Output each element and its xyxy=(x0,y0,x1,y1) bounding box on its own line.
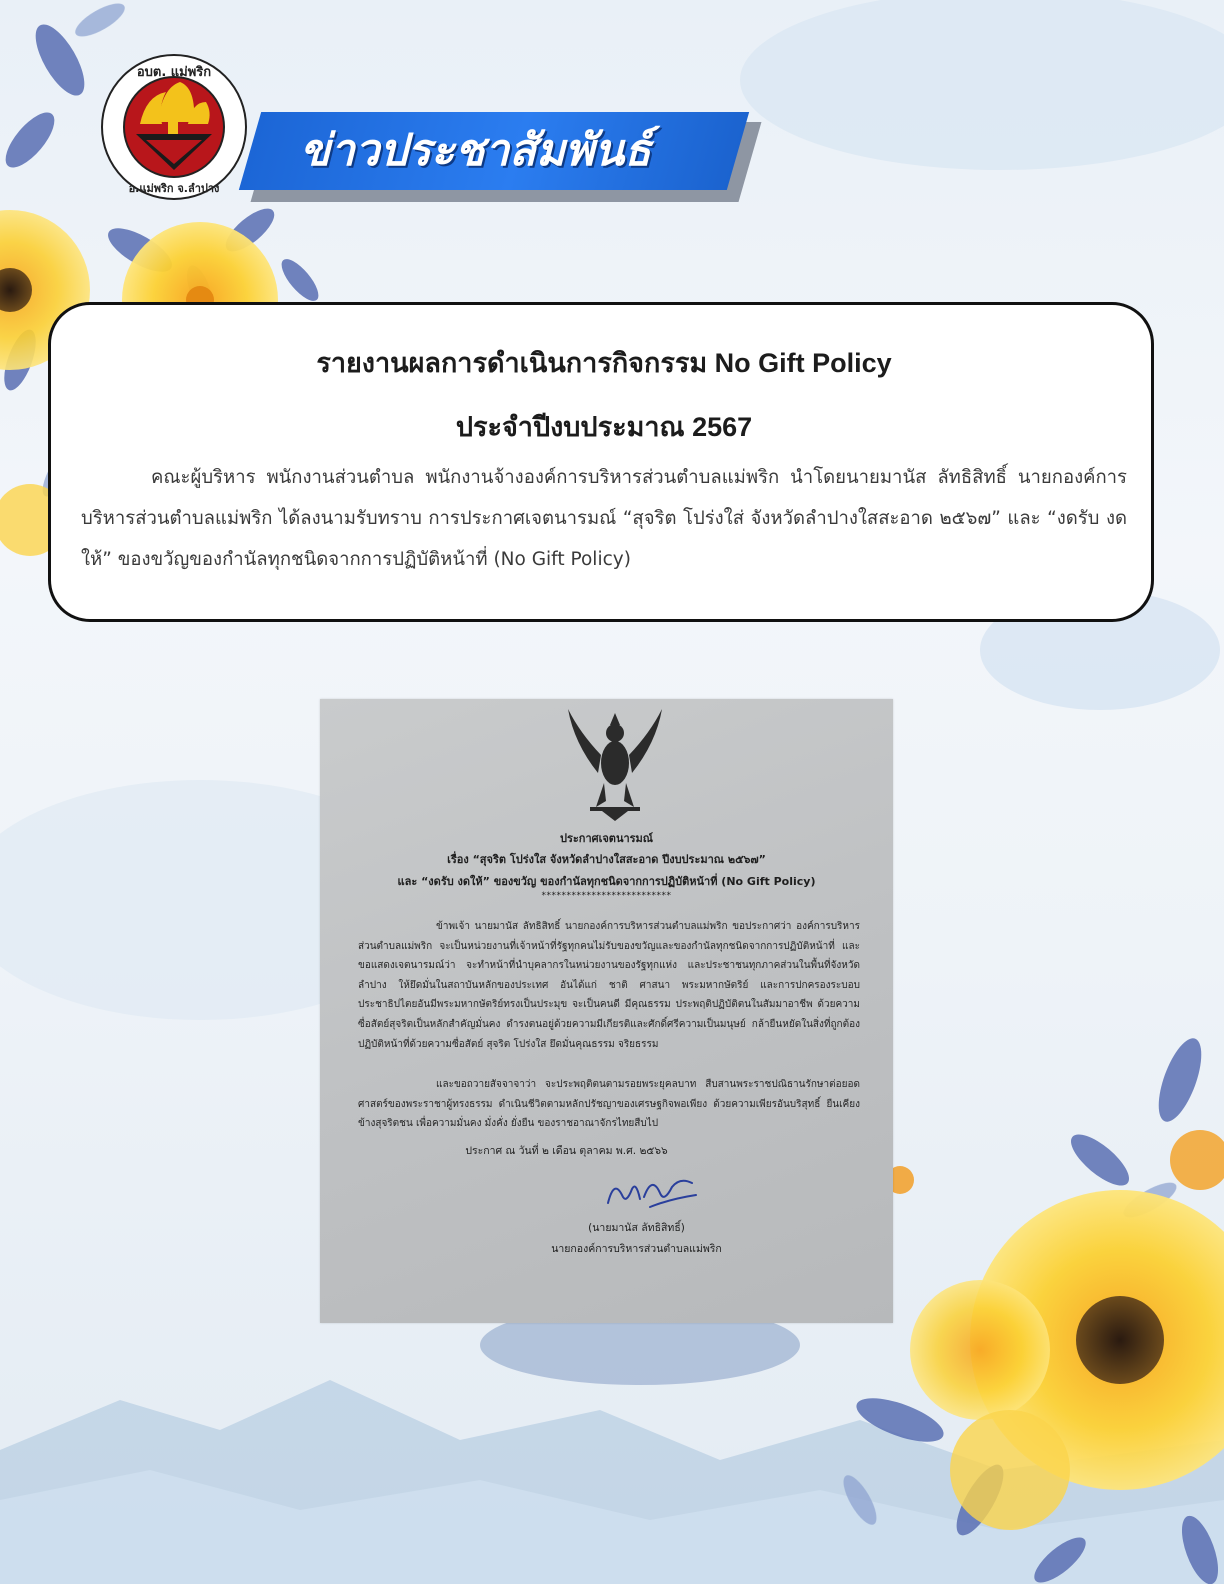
document-subject-1: เรื่อง “สุจริต โปร่งใส จังหวัดลำปางใสสะอาด ปีงบประมาณ ๒๕๖๗” xyxy=(447,853,766,866)
signature xyxy=(600,1169,700,1217)
signer-name: (นายมานัส ลัทธิสิทธิ์) xyxy=(588,1222,685,1234)
logo-bottom-text: อ.แม่พริก จ.ลำปาง xyxy=(128,182,220,195)
logo-top-text: อบต. แม่พริก xyxy=(136,65,212,80)
document-separator: ************************** xyxy=(541,891,672,901)
signer-position: นายกองค์การบริหารส่วนตำบลแม่พริก xyxy=(551,1243,722,1255)
organization-logo xyxy=(96,52,252,202)
document-paragraph-1: ข้าพเจ้า นายมานัส ลัทธิสิทธิ์ นายกองค์การบริหารส่วนตำบลแม่พริก ขอประกาศว่า องค์การบริหารส่วนตำบลแม่พริก จะเป็นหน่วยงานที่เจ้าหน้าที่รัฐทุกคนไม่รับของขวัญและของกำนัลทุกชนิดจากการปฏิบัติหน้าที่ และขอแสดงเจตนารมณ์ว่า จะทำหน้าที่นำบุคลากรในหน่วยงานของรัฐทุกแห่ง และประชาชนทุกภาคส่วนในพื้นที่จังหวัดลำปาง ให้ยึดมั่นในสถาบันหลักของประเทศ อันได้แก่ ชาติ ศาสนา พระมหากษัตริย์ และการปกครองระบอบประชาธิปไตยอันมีพระมหากษัตริย์ทรงเป็นประมุข จะเป็นคนดี มีคุณธรรม ประพฤติปฏิบัติตนในสัมมาอาชีพ ด้วยความซื่อสัตย์สุจริตเป็นหลักสำคัญมั่นคง ดำรงตนอยู่ด้วยความมีเกียรติและศักดิ์ศรีความเป็นมนุษย์ กล้ายืนหยัดในสิ่งที่ถูกต้อง ปฏิบัติหน้าที่ด้วยความซื่อสัตย์ สุจริต โปร่งใส ยึดมั่นคุณธรรม จริยธรรม xyxy=(358,921,860,1050)
report-card xyxy=(48,302,1154,622)
document-paragraph-2: และขอถวายสัจจาจาว่า จะประพฤติตนตามรอยพระยุคลบาท สืบสานพระราชปณิธานรักษาต่อยอดศาสตร์ของพระราชาผู้ทรงธรรม ดำเนินชีวิตตามหลักปรัชญาของเศรษฐกิจพอเพียง ด้วยความเพียรอันบริสุทธิ์ ยืนเคียงข้างสุจริตชน เพื่อความมั่นคง มั่งคั่ง ยั่งยืน ของราชอาณาจักรไทยสืบไป xyxy=(358,1079,860,1130)
document-heading: ประกาศเจตนารมณ์ xyxy=(559,832,654,845)
garuda-emblem-icon xyxy=(560,703,670,823)
report-title: รายงานผลการดำเนินการกิจกรรม No Gift Policy xyxy=(316,348,892,378)
document-date: ประกาศ ณ วันที่ ๒ เดือน ตุลาคม พ.ศ. ๒๕๖๖ xyxy=(465,1145,668,1157)
banner-title: ข่าวประชาสัมพันธ์ xyxy=(300,125,652,176)
report-subtitle: ประจำปีงบประมาณ 2567 xyxy=(455,412,753,442)
document-subject-2: และ “งดรับ งดให้” ของขวัญ ของกำนัลทุกชนิดจากการปฏิบัติหน้าที่ (No Gift Policy) xyxy=(397,875,816,888)
report-body: คณะผู้บริหาร พนักงานส่วนตำบล พนักงานจ้างองค์การบริหารส่วนตำบลแม่พริก นำโดยนายมานัส ลัทธิสิทธิ์ นายกองค์การบริหารส่วนตำบลแม่พริก ได้ลงนามรับทราบ การประกาศเจตนารมณ์ “สุจริต โปร่งใส่ จังหวัดลำปางใสสะอาด ๒๕๖๗” และ “งดรับ งดให้” ของขวัญของกำนัลทุกชนิดจากการปฏิบัติหน้าที่ (No Gift Policy) xyxy=(81,467,1127,570)
announcement-document xyxy=(320,699,893,1323)
